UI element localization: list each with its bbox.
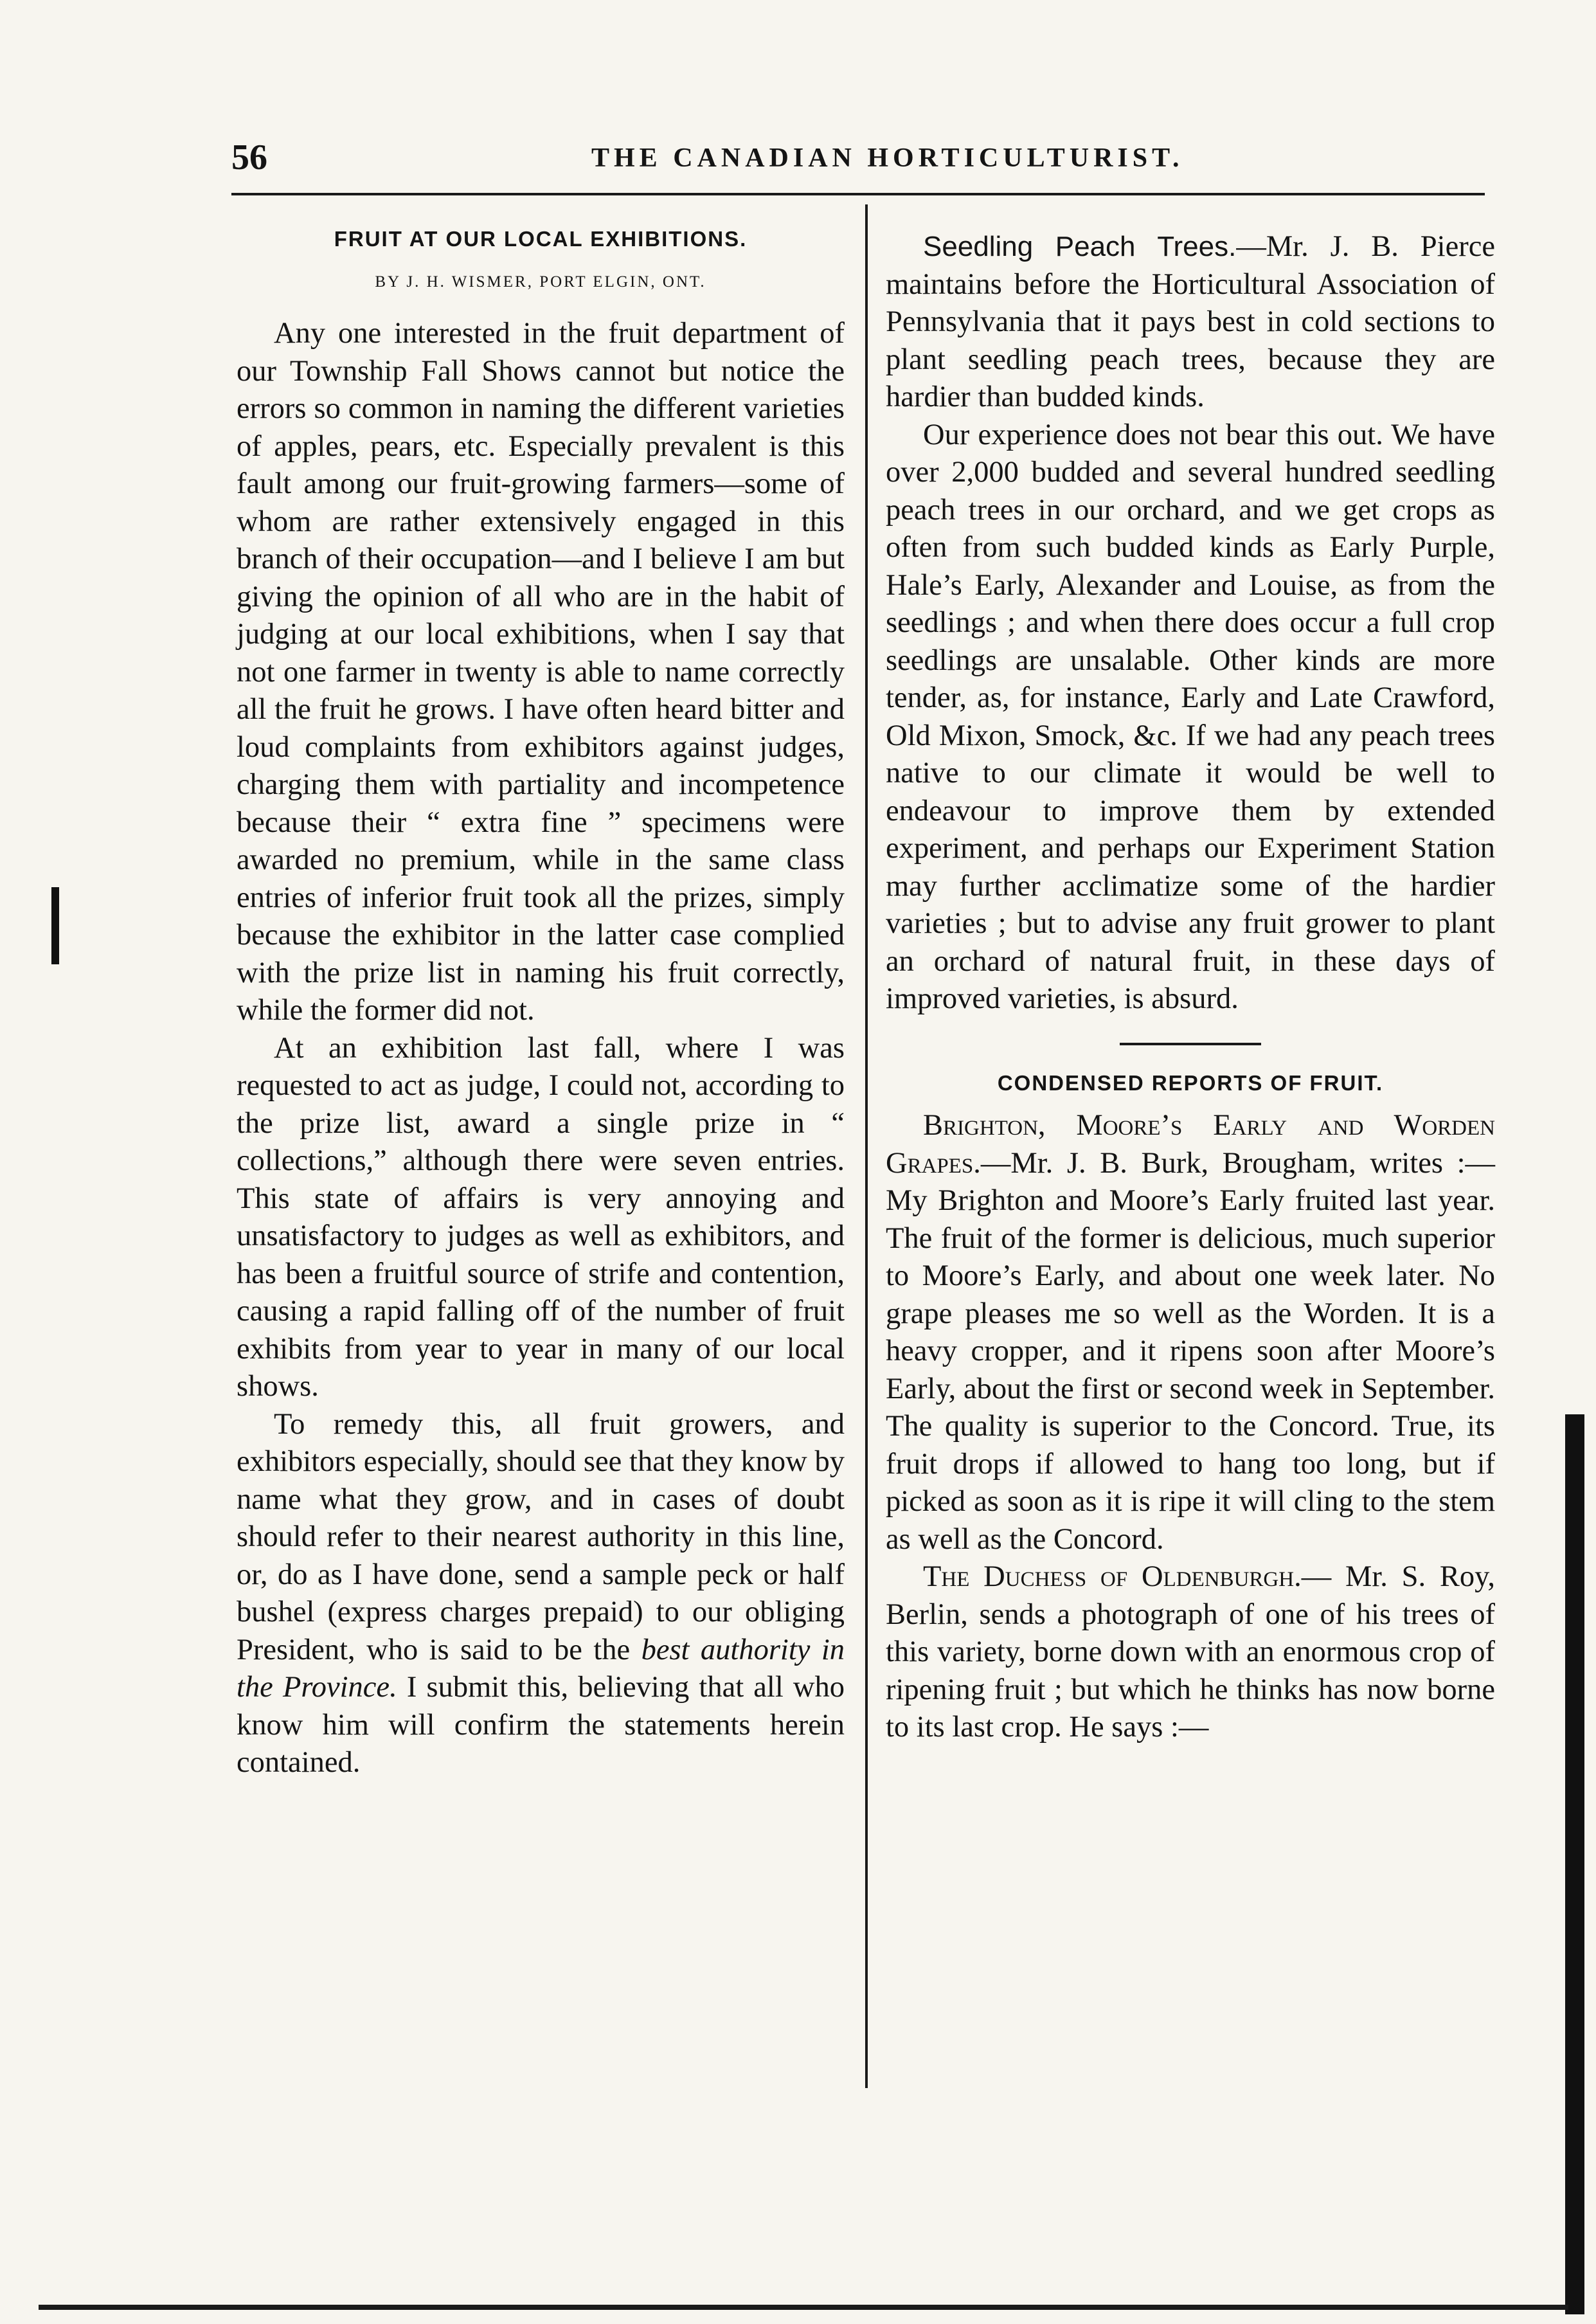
running-head: [231, 132, 1485, 183]
paragraph: Any one interested in the fruit department of our Township Fall Shows cannot but notice the errors so common in naming the different varieties of apples, pears, etc. Especially prevalent is this fault among our fruit-growing farmers—some of whom are rather extensively engaged in this branch of their occupation—and I believe I am but giving the opinion of all who are in the habit of judging at our local exhibitions, when I say that not one farmer in twenty is able to name correctly all the fruit he grows. I have often heard bitter and loud complaints from exhibitors against judges, charging them with partiality and incompetence because their “ extra fine ” specimens were awarded no premium, while in the same class entries of inferior fruit took all the prizes, simply because the exhibitor in the latter case complied with the prize list in naming his fruit correctly, while the former did not.: [237, 317, 845, 1027]
text-run: —Mr. J. B. Pierce maintains before the Horticultural Association of Pennsylvania that it pays best in cold sections to plant seedling peach trees, because they are hardier than budded kinds.: [886, 230, 1495, 413]
scan-edge-shadow: [1565, 1414, 1584, 2314]
text-run: To remedy this, all fruit growers, and exhibitors especially, should see that they know by name what they grow, and in cases of doubt should refer to their nearest authority in this line, or, do as I have done, send a sample peck or half bushel (express charges prepaid) to our obliging President, who is said to be the: [237, 1407, 845, 1666]
scan-edge-mark: [51, 887, 59, 964]
left-column: [237, 215, 845, 1782]
section-heading: CONDENSED REPORTS OF FRUIT.: [997, 1070, 1384, 1095]
italic-text: best authority in the Province.: [237, 1633, 845, 1704]
paragraph: At an exhibition last fall, where I was requested to act as judge, I could not, according to the prize list, award a single prize in “ collections,” although there were seven entries. This state of affairs is very annoying and unsatisfactory to judges as well as exhibitors, and has been a fruitful source of strife and contention, causing a rapid falling off of the number of fruit exhibits from year to year in many of our local shows.: [237, 1031, 845, 1403]
section-rule: [1120, 1043, 1261, 1045]
paragraph-last: [237, 1406, 845, 1782]
brighton-paragraph: [886, 1107, 1495, 1558]
paragraph: Our experience does not bear this out. We have over 2,000 budded and several hundred seedling peach trees in our orchard, and we get crops as often from such budded kinds as Early Purple, Hale’s Early, Alexander and Louise, as from the seedlings ; and when there does occur a full crop seedlings are unsalable. Other kinds are more tender, as, for instance, Early and Late Crawford, Old Mixon, Smock, &c. If we had any peach trees native to our climate it would be well to endeavour to improve them by extended experiment, and perhaps our Experiment Station may further acclimatize some of the hardier varieties ; but to advise any fruit grower to plant an orchard of natural fruit, in these days of improved varieties, is absurd.: [886, 418, 1495, 1015]
duchess-paragraph: [886, 1558, 1495, 1747]
text-run: I submit this, believing that all who know him will confirm the statements herein contained.: [237, 1671, 845, 1779]
header-rule: [231, 193, 1485, 195]
run-in-heading: Brighton, Moore’s Early and Worden Grapes.: [886, 1109, 1495, 1180]
article-byline: BY J. H. WISMER, PORT ELGIN, ONT.: [375, 273, 706, 291]
article-heading: FRUIT AT OUR LOCAL EXHIBITIONS.: [334, 227, 748, 251]
seedling-paragraph: [886, 228, 1495, 417]
right-column: [886, 228, 1495, 1747]
page-number: 56: [231, 138, 267, 177]
text-run: — Mr. S. Roy, Berlin, sends a photograph of one of his trees of this variety, borne down with an enormous crop of ripening fruit ; but which he thinks has now borne to its last crop. He says :—: [886, 1560, 1495, 1743]
run-in-heading: Seedling Peach Trees.: [923, 231, 1237, 262]
run-in-heading: The Duchess of Oldenburgh.: [923, 1560, 1302, 1593]
text-run: —Mr. J. B. Burk, Brougham, writes :—My Brighton and Moore’s Early fruited last year. The fruit of the former is delicious, much superior to Moore’s Early, and about one week later. No grape pleases me so well as the Worden. It is a heavy cropper, and it ripens soon after Moore’s Early, about the first or second week in September. The quality is superior to the Concord. True, its fruit drops if allowed to hang too long, but if picked as soon as it is ripe it will cling to the stem as well as the Concord.: [886, 1146, 1495, 1556]
column-divider: [865, 204, 868, 2088]
journal-title: THE CANADIAN HORTICULTURIST.: [591, 143, 1184, 173]
scan-bottom-edge: [39, 2305, 1568, 2310]
